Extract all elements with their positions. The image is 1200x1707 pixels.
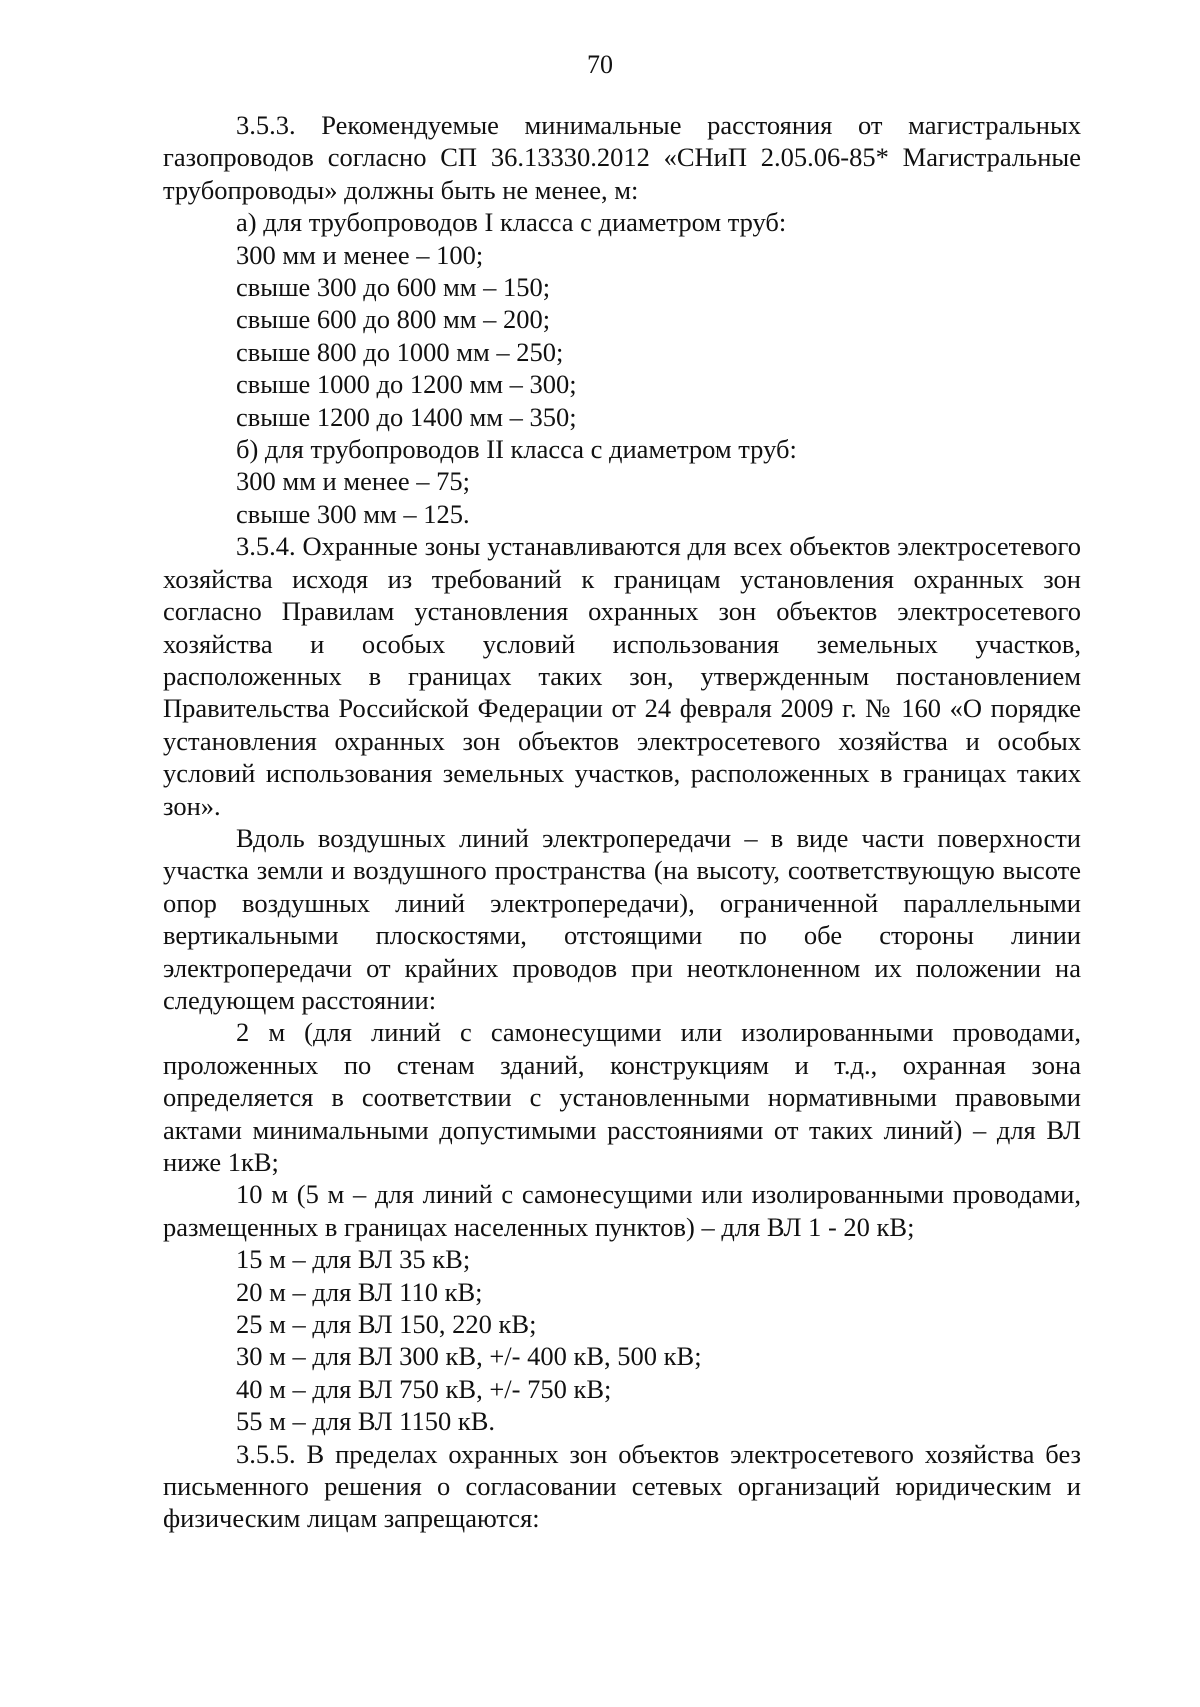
page-number: 70 xyxy=(587,50,613,79)
list-item: 30 м – для ВЛ 300 кВ, +/- 400 кВ, 500 кВ; xyxy=(236,1341,702,1372)
list-item: свыше 1000 до 1200 мм – 300; xyxy=(236,369,577,400)
list-item: свыше 600 до 800 мм – 200; xyxy=(236,304,551,335)
list-item: свыше 300 мм – 125. xyxy=(236,498,470,529)
section-3-5-5-paragraph: 3.5.5. В пределах охранных зон объектов электросетевого хозяйства без письменного решения о согласовании сетевых организаций юридическим и физическим лицам запрещаются: xyxy=(163,1438,1081,1534)
list-item: 55 м – для ВЛ 1150 кВ. xyxy=(236,1406,495,1437)
list-item: свыше 800 до 1000 мм – 250; xyxy=(236,336,564,367)
list-item: а) для трубопроводов I класса с диаметром труб: xyxy=(236,207,787,238)
document-body xyxy=(163,109,1081,1535)
section-3-5-4-paragraph: 3.5.4. Охранные зоны устанавливаются для всех объектов электросетевого хозяйства исходя из требований к границам установления охранных зон согласно Правилам установления охранных зон объектов электросетевого хозяйства и особых условий использования земельных участков, расположенных в границах таких зон, утвержденным постановлением Правительства Российской Федерации от 24 февраля 2009 г. № 160 «О порядке установления охранных зон объектов электросетевого хозяйства и особых условий использования земельных участков, расположенных в границах таких зон». xyxy=(163,531,1081,821)
list-item: 25 м – для ВЛ 150, 220 кВ; xyxy=(236,1309,537,1340)
list-item: 300 мм и менее – 75; xyxy=(236,466,470,497)
distance-10m-paragraph: 10 м (5 м – для линий с самонесущими или изолированными проводами, размещенных в границах населенных пунктов) – для ВЛ 1 - 20 кВ; xyxy=(163,1179,1081,1242)
list-item: свыше 300 до 600 мм – 150; xyxy=(236,272,551,303)
list-item: 40 м – для ВЛ 750 кВ, +/- 750 кВ; xyxy=(236,1373,612,1404)
list-item: б) для трубопроводов II класса с диаметром труб: xyxy=(236,434,797,465)
list-item: 300 мм и менее – 100; xyxy=(236,239,484,270)
list-item: 15 м – для ВЛ 35 кВ; xyxy=(236,1244,471,1275)
section-3-5-4-list xyxy=(163,1243,1081,1437)
overhead-lines-paragraph: Вдоль воздушных линий электропередачи – в виде части поверхности участка земли и воздушного пространства (на высоту, соответствующую высоте опор воздушных линий электропередачи), ограниченной параллельными вертикальными плоскостями, отстоящими по обе стороны линии электропередачи от крайних проводов при неотклоненном их положении на следующем расстоянии: xyxy=(163,822,1081,1015)
distance-2m-paragraph: 2 м (для линий с самонесущими или изолированными проводами, проложенных по стенам зданий, конструкциям и т.д., охранная зона определяется в соответствии с установленными нормативными правовыми актами минимальными допустимыми расстояниями от таких линий) – для ВЛ ниже 1кВ; xyxy=(163,1017,1081,1177)
list-item: свыше 1200 до 1400 мм – 350; xyxy=(236,401,577,432)
section-3-5-3-intro: 3.5.3. Рекомендуемые минимальные расстояния от магистральных газопроводов согласно СП 36.13330.2012 «СНиП 2.05.06-85* Магистральные трубопроводы» должны быть не менее, м: xyxy=(163,110,1081,205)
section-3-5-3-list xyxy=(163,206,1081,530)
list-item: 20 м – для ВЛ 110 кВ; xyxy=(236,1276,483,1307)
